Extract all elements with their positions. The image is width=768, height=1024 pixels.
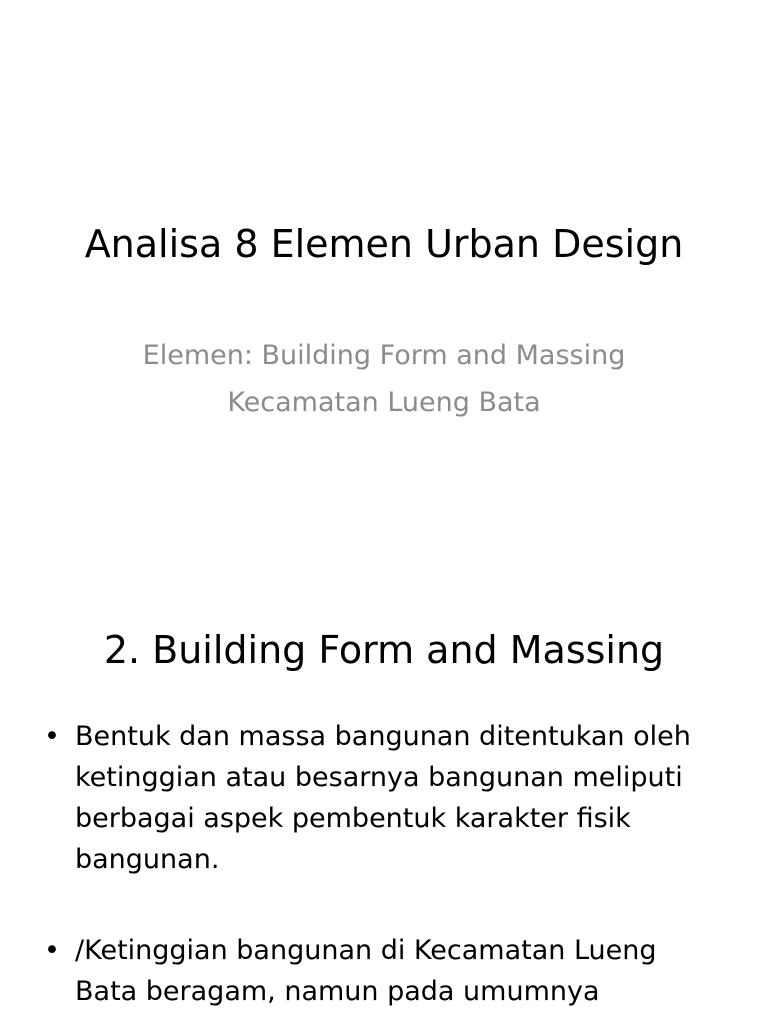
slide-subtitle bbox=[0, 332, 768, 426]
slide-title: 2. Building Form and Massing bbox=[103, 628, 665, 672]
bullet-text: /Ketinggian bangunan di Kecamatan Lueng Bata beragam, namun pada umumnya bbox=[75, 935, 657, 1007]
subtitle-line: Kecamatan Lueng Bata bbox=[227, 387, 541, 418]
content-slide bbox=[0, 576, 768, 1024]
bullet-marker: • bbox=[44, 935, 60, 966]
slide-title: Analisa 8 Elemen Urban Design bbox=[84, 222, 684, 266]
bullet-item bbox=[0, 930, 768, 1012]
bullet-text: Bentuk dan massa bangunan ditentukan oleh ketinggian atau besarnya bangunan meliputi berbagai aspek pembentuk karakter fisik bangunan. bbox=[75, 721, 691, 875]
bullet-item bbox=[0, 716, 768, 880]
bullet-marker: • bbox=[44, 721, 60, 752]
bullet-list bbox=[0, 716, 768, 1024]
subtitle-line: Elemen: Building Form and Massing bbox=[142, 340, 626, 371]
